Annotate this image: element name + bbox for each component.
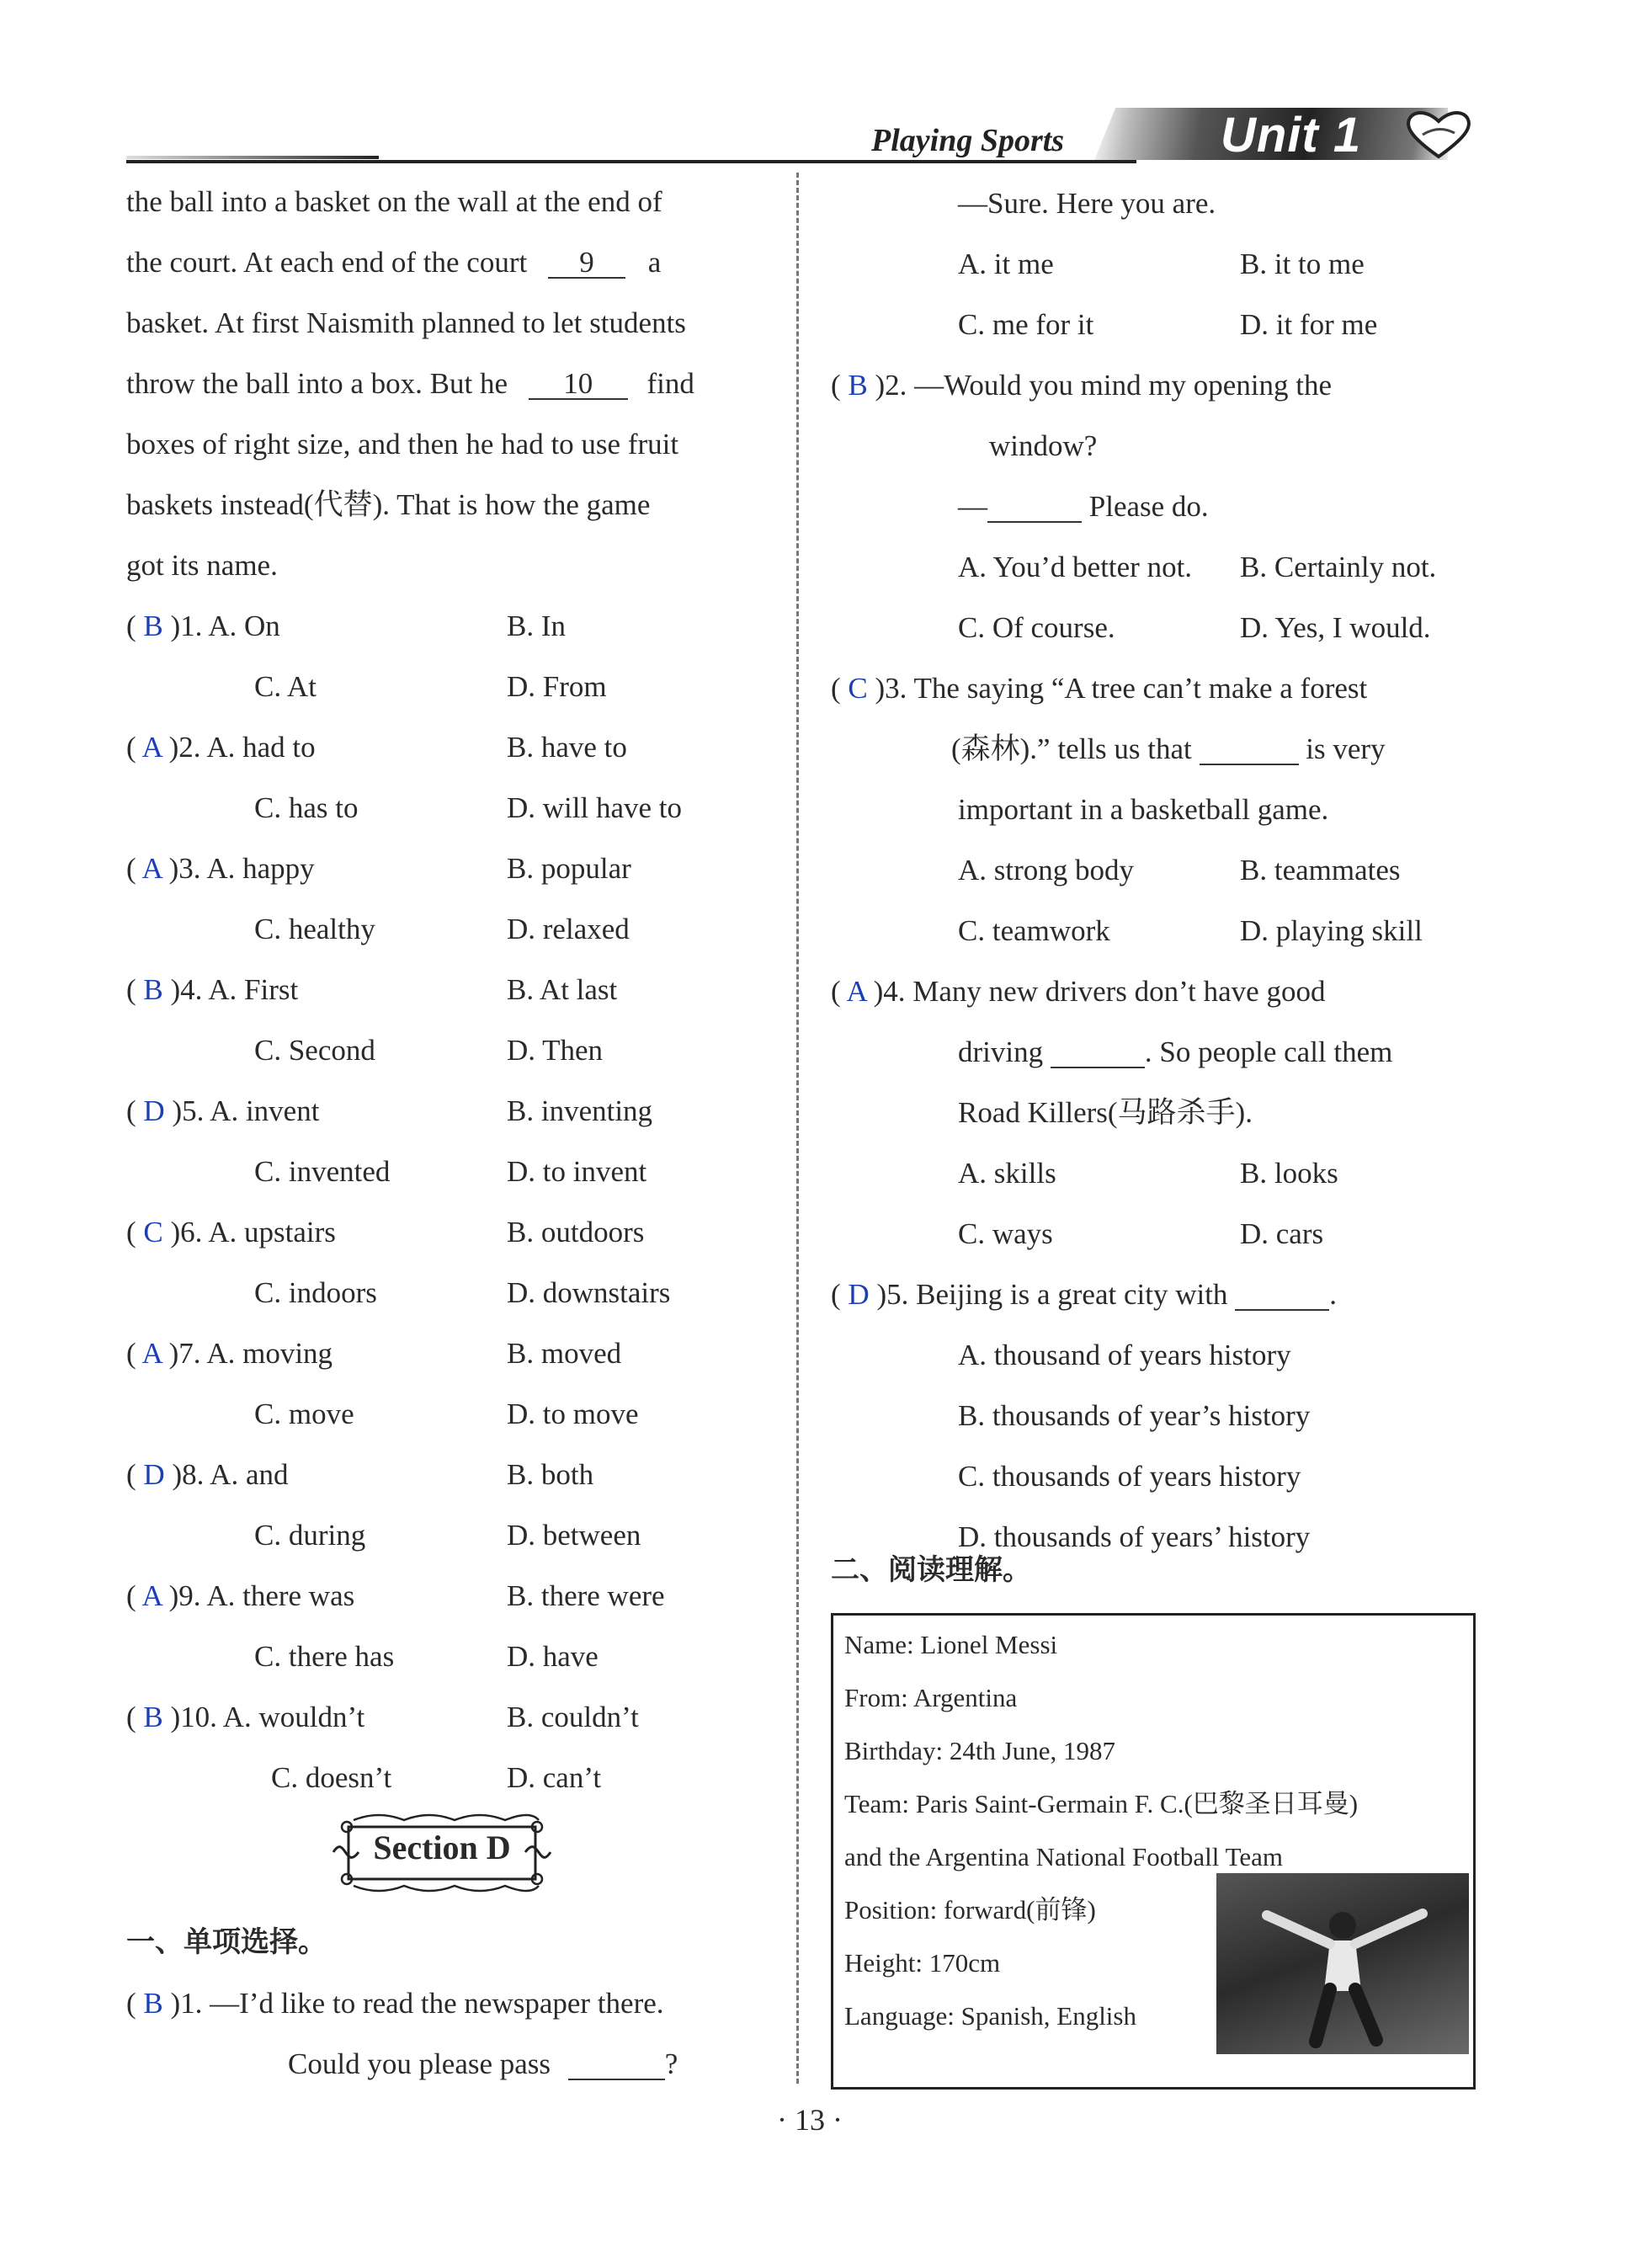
header-rule-gradient xyxy=(126,156,379,159)
profile-height: Height: 170cm xyxy=(844,1948,1001,1978)
answer: A xyxy=(141,1579,162,1612)
passage-line: the ball into a basket on the wall at the end of xyxy=(126,185,662,218)
profile-name: Name: Lionel Messi xyxy=(844,1630,1058,1659)
answer: B xyxy=(848,369,868,402)
part1-heading: 一、单项选择。 xyxy=(126,1925,327,1959)
player-silhouette-icon xyxy=(1216,1873,1469,2054)
answer: D xyxy=(143,1094,165,1127)
q1-reply: —Sure. Here you are. xyxy=(958,187,1216,220)
blank-9: 9 xyxy=(548,248,625,279)
answer: B xyxy=(143,973,163,1006)
answer: A xyxy=(846,975,866,1008)
part2-heading: 二、阅读理解。 xyxy=(831,1553,1031,1587)
blank-10: 10 xyxy=(529,369,628,400)
profile-position: Position: forward(前锋) xyxy=(844,1895,1096,1925)
answer: B xyxy=(143,1701,163,1733)
sd-q1-line1: ( B )1. —I’d like to read the newspaper there. xyxy=(126,1987,664,2020)
option: C. me for it xyxy=(958,308,1094,341)
passage-line: basket. At first Naismith planned to let students xyxy=(126,306,686,339)
passage-line: baskets instead(代替). That is how the game xyxy=(126,488,651,521)
profile-team-cont: and the Argentina National Football Team xyxy=(844,1842,1283,1871)
answer: C xyxy=(143,1216,163,1248)
profile-team: Team: Paris Saint-Germain F. C.(巴黎圣日耳曼) xyxy=(844,1789,1359,1818)
passage-line: boxes of right size, and then he had to use fruit xyxy=(126,428,679,461)
profile-from: From: Argentina xyxy=(844,1683,1018,1712)
section-d-title: Section D xyxy=(373,1829,511,1866)
answer: A xyxy=(141,731,162,764)
header-rule xyxy=(126,160,1136,163)
option: A. it me xyxy=(958,248,1054,280)
answer: B xyxy=(143,610,163,642)
unit-label: Unit 1 xyxy=(1221,108,1362,162)
column-divider xyxy=(796,173,799,2084)
answer: B xyxy=(143,1987,163,2020)
header-subtitle: Playing Sports xyxy=(871,123,1065,158)
option: B. it to me xyxy=(1240,248,1365,280)
sd-q1-line2: Could you please pass ? xyxy=(288,2047,678,2080)
answer: A xyxy=(141,1337,162,1370)
profile-language: Language: Spanish, English xyxy=(844,2001,1136,2031)
answer: C xyxy=(848,672,868,705)
profile-birthday: Birthday: 24th June, 1987 xyxy=(844,1736,1116,1765)
option: D. it for me xyxy=(1240,308,1378,341)
answer: D xyxy=(143,1458,165,1491)
passage-line: got its name. xyxy=(126,549,278,582)
heart-logo-icon xyxy=(1404,108,1473,160)
player-photo xyxy=(1216,1873,1469,2054)
page-number: · 13 · xyxy=(777,2103,843,2137)
answer: A xyxy=(141,852,162,885)
passage-line: throw the ball into a box. But he 10 find xyxy=(126,367,694,400)
answer: D xyxy=(848,1278,870,1311)
passage-line: the court. At each end of the court 9 a xyxy=(126,246,662,279)
